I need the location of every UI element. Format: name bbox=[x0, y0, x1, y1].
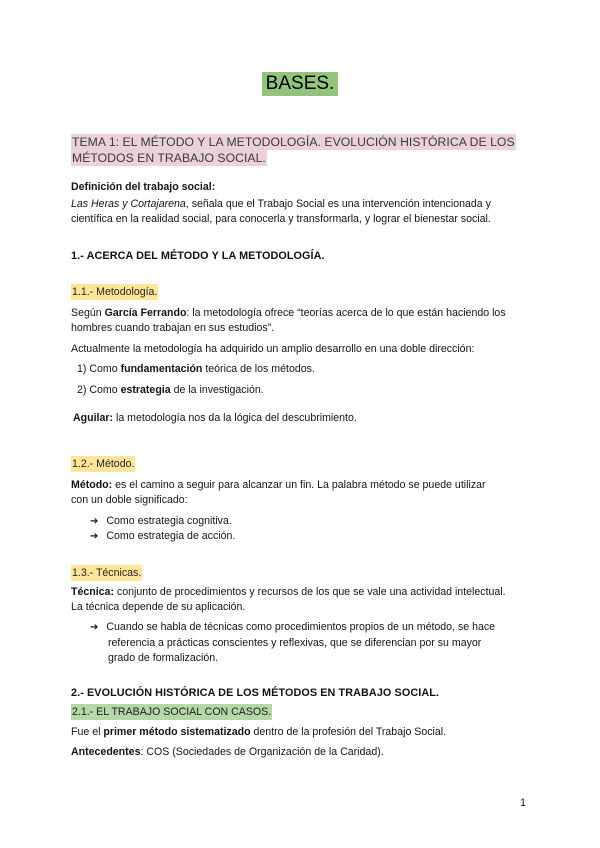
primer-metodo-line bbox=[71, 725, 446, 740]
metodologia-line2: hombres cuando trabajan en sus estudios”. bbox=[71, 322, 275, 334]
tecnicas-bullet bbox=[90, 620, 495, 635]
metodo-line2: con un doble significado: bbox=[71, 494, 188, 506]
page-number: 1 bbox=[520, 797, 527, 809]
tema-heading-line1: TEMA 1: EL MÉTODO Y LA METODOLOGÍA. EVOLUCIÓN HISTÓRICA DE LOS bbox=[72, 135, 515, 149]
aguilar-text: la metodología nos da la lógica del descubrimiento. bbox=[113, 412, 357, 424]
section2-heading: 2.- EVOLUCIÓN HISTÓRICA DE LOS MÉTODOS EN TRABAJO SOCIAL. bbox=[71, 687, 440, 699]
section1-heading: 1.- ACERCA DEL MÉTODO Y LA METODOLOGÍA. bbox=[71, 250, 325, 262]
metodologia-heading: 1.1.- Metodología. bbox=[72, 286, 158, 298]
antecedentes-text: : COS (Sociedades de Organización de la Caridad). bbox=[140, 746, 384, 758]
metodo-bullet-2 bbox=[90, 529, 235, 544]
primer-metodo-bold: primer método sistematizado bbox=[103, 726, 251, 738]
definicion-authors: Las Heras y Cortajarena bbox=[71, 198, 186, 210]
tecnicas-bullet-line2: referencia a prácticas conscientes y reflexivas, que se diferencian por su mayor bbox=[108, 637, 482, 649]
tecnica-label: Técnica: bbox=[71, 586, 114, 598]
metodologia-item-1 bbox=[77, 362, 315, 377]
metodologia-item-2 bbox=[77, 383, 264, 398]
tecnicas-line1 bbox=[71, 585, 506, 600]
antecedentes-line bbox=[71, 745, 384, 760]
fue-pre: Fue el bbox=[71, 726, 104, 738]
metodologia-line1 bbox=[71, 306, 506, 321]
tecnicas-bullet-line3: grado de formalización. bbox=[108, 652, 219, 664]
metodo-heading: 1.2.- Método. bbox=[72, 458, 135, 470]
section2-subheading: 2.1.- EL TRABAJO SOCIAL CON CASOS. bbox=[72, 706, 272, 718]
tecnicas-heading: 1.3.- Técnicas. bbox=[72, 567, 142, 579]
definicion-line2: científica en la realidad social, para conocerla y transformarla, y lograr el bienestar social. bbox=[71, 213, 491, 225]
metodo-line1-text: es el camino a seguir para alcanzar un fin. La palabra método se puede utilizar bbox=[112, 479, 486, 491]
definicion-line1 bbox=[71, 197, 491, 212]
item1-bold: fundamentación bbox=[120, 363, 203, 375]
item2-pre: 2) Como bbox=[77, 384, 121, 396]
aguilar-line bbox=[73, 411, 357, 426]
segun-text: Según bbox=[71, 307, 105, 319]
definicion-line1-text: , señala que el Trabajo Social es una intervención intencionada y bbox=[185, 198, 491, 210]
page-title: BASES. bbox=[262, 72, 338, 96]
metodologia-line1-text: : la metodología ofrece “teorías acerca de lo que están haciendo los bbox=[186, 307, 506, 319]
arrow-right-icon: ➔ bbox=[90, 531, 99, 542]
aguilar-label: Aguilar: bbox=[73, 412, 114, 424]
tecnicas-line1-text: conjunto de procedimientos y recursos de los que se vale una actividad intelectual. bbox=[113, 586, 506, 598]
arrow-right-icon: ➔ bbox=[90, 622, 99, 633]
actualmente-line: Actualmente la metodología ha adquirido un amplio desarrollo en una doble dirección: bbox=[71, 343, 475, 355]
definicion-heading: Definición del trabajo social: bbox=[71, 181, 216, 193]
item1-pre: 1) Como bbox=[77, 363, 121, 375]
item1-post: teórica de los métodos. bbox=[202, 363, 315, 375]
tecnicas-line2: La técnica depende de su aplicación. bbox=[71, 601, 246, 613]
fue-post: dentro de la profesión del Trabajo Social. bbox=[250, 726, 447, 738]
metodo-label: Método: bbox=[71, 479, 113, 491]
tecnicas-bullet-line1: Cuando se habla de técnicas como procedimientos propios de un método, se hace bbox=[106, 621, 496, 633]
garcia-ferrando: García Ferrando bbox=[104, 307, 187, 319]
antecedentes-label: Antecedentes bbox=[71, 746, 141, 758]
item2-post: de la investigación. bbox=[170, 384, 264, 396]
metodo-line1 bbox=[71, 478, 486, 493]
item2-bold: estrategia bbox=[120, 384, 171, 396]
metodo-bullet-1 bbox=[90, 514, 232, 529]
metodo-bullet-2-text: Como estrategia de acción. bbox=[106, 530, 236, 542]
arrow-right-icon: ➔ bbox=[90, 516, 99, 527]
tema-heading-line2: MÉTODOS EN TRABAJO SOCIAL. bbox=[72, 151, 266, 165]
metodo-bullet-1-text: Como estrategia cognitiva. bbox=[106, 515, 232, 527]
